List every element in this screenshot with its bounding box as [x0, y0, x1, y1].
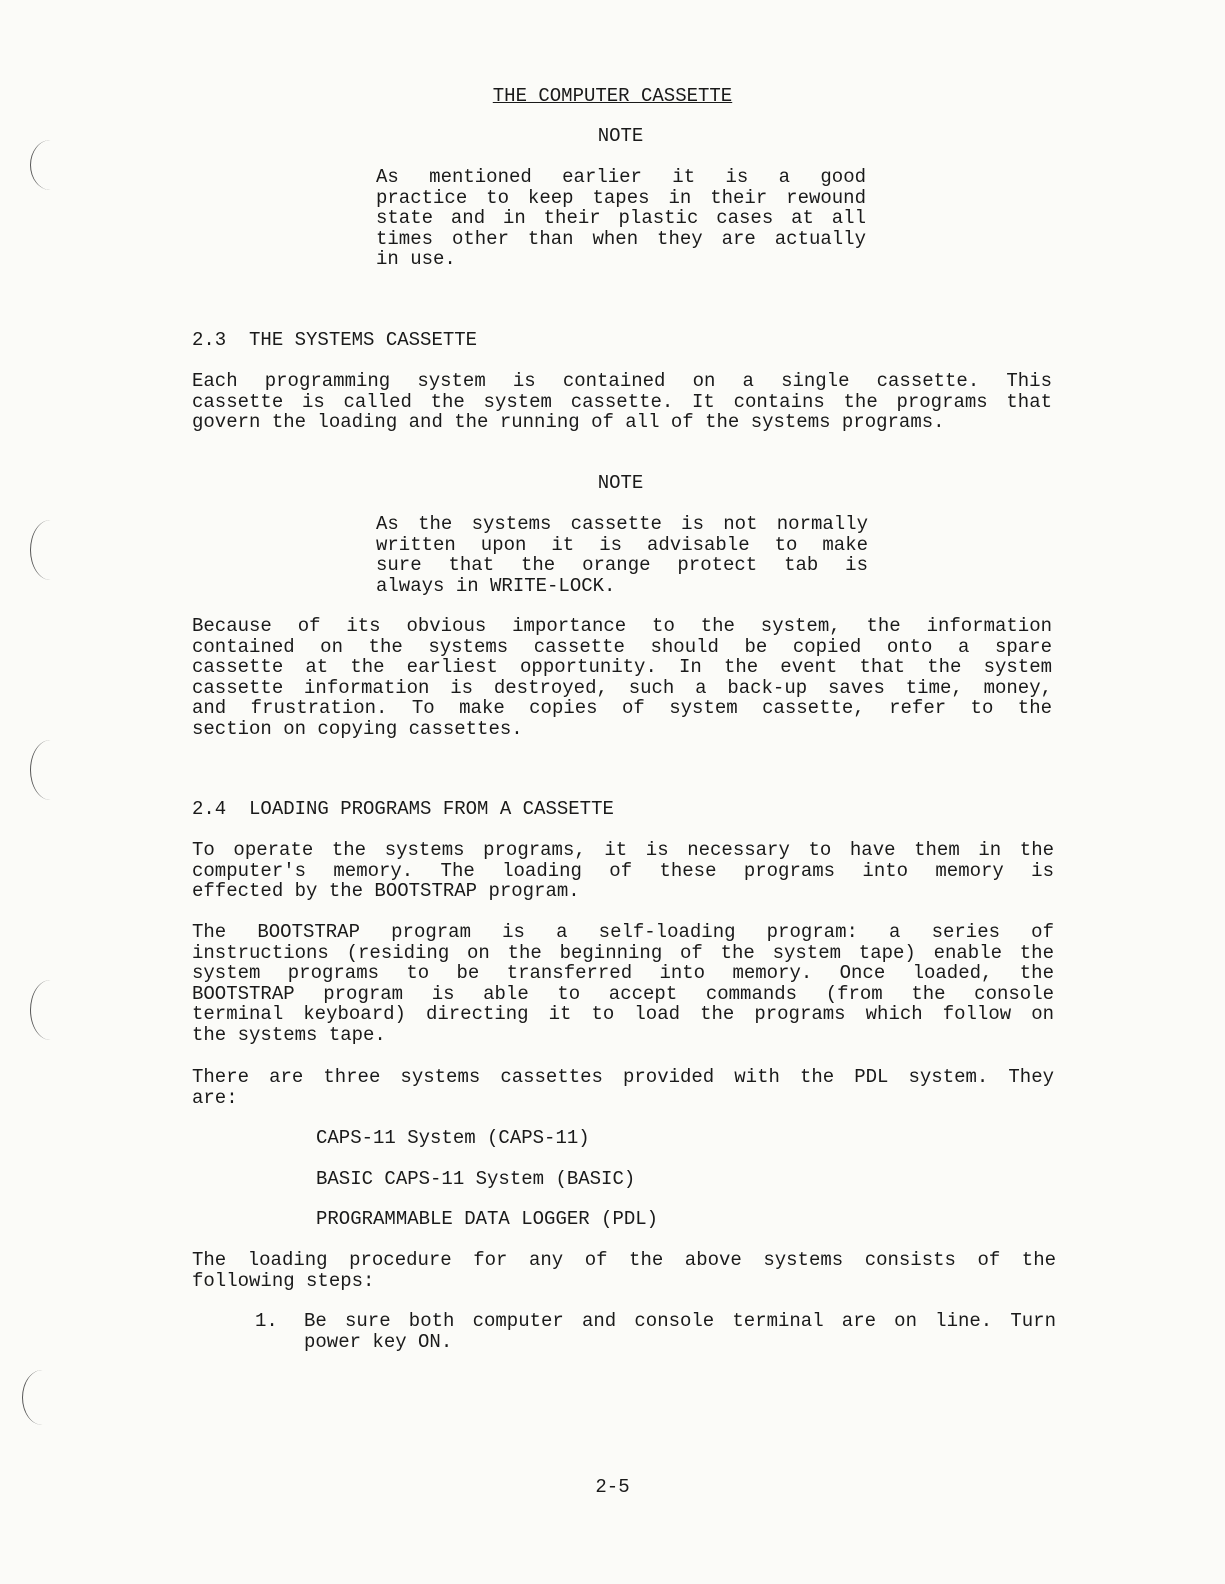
paragraph-line: govern the loading and the running of all of the systems programs.	[192, 412, 945, 433]
note-line: always in WRITE-LOCK.	[376, 575, 616, 596]
paragraph-line: The BOOTSTRAP program is a self-loading program: a series of	[192, 922, 1054, 943]
note-line: state and in their plastic cases at all	[376, 208, 866, 229]
paragraph-line: Because of its obvious importance to the system, the information	[192, 616, 1052, 637]
step-line: Be sure both computer and console terminal are on line. Turn	[304, 1311, 1056, 1332]
list-item: BASIC CAPS-11 System (BASIC)	[316, 1168, 636, 1190]
step-text	[304, 1311, 1056, 1352]
paragraph-line: instructions (residing on the beginning of the system tape) enable the	[192, 942, 1054, 963]
note-label: NOTE	[597, 125, 644, 147]
binder-hole-mark	[30, 740, 71, 800]
paragraph-line: cassette at the earliest opportunity. In the event that the system	[192, 657, 1052, 678]
binder-hole-mark	[30, 140, 71, 190]
note-text	[376, 514, 868, 596]
paragraph	[192, 616, 1052, 739]
paragraph-line: There are three systems cassettes provided with the PDL system. They	[192, 1067, 1054, 1088]
paragraph-line: contained on the systems cassette should be copied onto a spare	[192, 636, 1052, 657]
paragraph-line: section on copying cassettes.	[192, 718, 523, 739]
page-number: 2-5	[595, 1476, 630, 1498]
paragraph-line: Each programming system is contained on a single cassette. This	[192, 371, 1052, 392]
note-line: practice to keep tapes in their rewound	[376, 187, 866, 208]
note-text	[376, 167, 866, 270]
paragraph	[192, 1250, 1056, 1291]
paragraph-line: The loading procedure for any of the above systems consists of the	[192, 1250, 1056, 1271]
paragraph-line: effected by the BOOTSTRAP program.	[192, 881, 580, 902]
paragraph-line: cassette information is destroyed, such a back-up saves time, money,	[192, 677, 1052, 698]
paragraph	[192, 840, 1054, 902]
note-line: As mentioned earlier it is a good	[376, 167, 866, 188]
page-title: THE COMPUTER CASSETTE	[492, 85, 733, 107]
paragraph-line: terminal keyboard) directing it to load the programs which follow on	[192, 1004, 1054, 1025]
paragraph-line: are:	[192, 1087, 238, 1108]
note-line: written upon it is advisable to make	[376, 534, 868, 555]
note-line: times other than when they are actually	[376, 228, 866, 249]
paragraph-line: and frustration. To make copies of system cassette, refer to the	[192, 698, 1052, 719]
step-number: 1.	[255, 1310, 278, 1332]
list-item: PROGRAMMABLE DATA LOGGER (PDL)	[316, 1208, 659, 1230]
binder-hole-mark	[22, 1370, 63, 1425]
note-label: NOTE	[597, 472, 644, 494]
paragraph-line: computer's memory. The loading of these programs into memory is	[192, 860, 1054, 881]
note-line: sure that the orange protect tab is	[376, 555, 868, 576]
note-line: As the systems cassette is not normally	[376, 514, 868, 535]
paragraph-line: following steps:	[192, 1270, 375, 1291]
paragraph-line: BOOTSTRAP program is able to accept commands (from the console	[192, 983, 1054, 1004]
section-heading: 2.4 LOADING PROGRAMS FROM A CASSETTE	[192, 798, 614, 820]
paragraph	[192, 1067, 1054, 1108]
list-item: CAPS-11 System (CAPS-11)	[316, 1127, 590, 1149]
section-heading: 2.3 THE SYSTEMS CASSETTE	[192, 329, 478, 351]
paragraph-line: system programs to be transferred into memory. Once loaded, the	[192, 963, 1054, 984]
paragraph	[192, 371, 1052, 433]
paragraph-line: cassette is called the system cassette. It contains the programs that	[192, 391, 1052, 412]
note-line: in use.	[376, 249, 456, 270]
paragraph-line: To operate the systems programs, it is necessary to have them in the	[192, 840, 1054, 861]
binder-hole-mark	[30, 980, 71, 1040]
paragraph	[192, 922, 1054, 1045]
paragraph-line: the systems tape.	[192, 1024, 386, 1045]
step-line: power key ON.	[304, 1331, 453, 1352]
binder-hole-mark	[30, 520, 71, 580]
